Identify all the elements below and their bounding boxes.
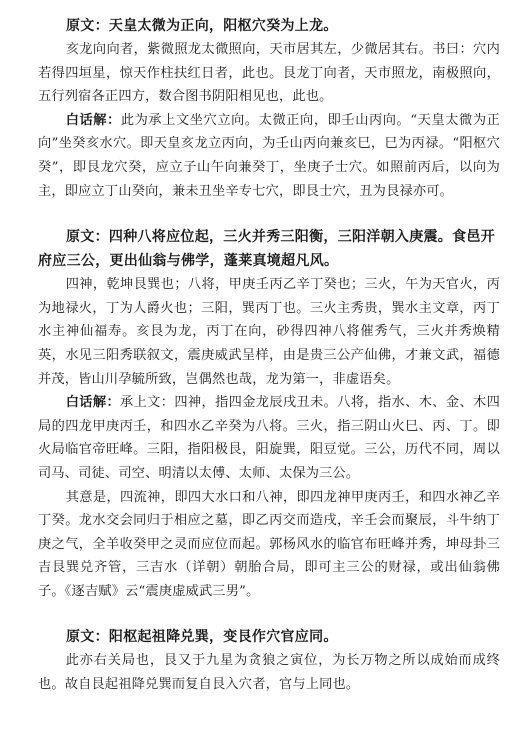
section-3-paragraph: 此亦右关局也，艮又于九星为贪狼之寅位，为长万物之所以成始而成终也。故自艮起祖降兑巽而复自艮入穴者，官与上同也。 xyxy=(38,653,500,693)
section-3-heading: 原文：阳枢起祖降兑巽，变艮作穴官应同。 xyxy=(66,629,338,646)
section-1-heading: 原文：天皇太微为正向，阳枢穴癸为上龙。 xyxy=(66,18,338,34)
section-2-extra: 其意是，四流神，即四大水口和八神，即四龙神甲庚丙壬，和四水神乙辛丁癸。龙水交会同归于相应之墓，即乙丙交而造戌，辛壬会而聚辰，斗牛纳丁庚之气，全羊收癸甲之灵而应位而起。郭杨风水的临官布旺峰并秀，坤母卦三吉艮巽兑齐管，三吉水（详朝）朝胎合局，即可主三公的财禄，或出仙翁佛子。《逐吉赋》云“震庚虚威武三男”。 xyxy=(38,489,500,599)
commentary-label: 白话解： xyxy=(65,112,121,128)
section-1-commentary xyxy=(38,109,500,203)
commentary-label: 白话解： xyxy=(65,395,121,411)
section-2-paragraph: 四神，乾坤艮巽也；八将，甲庚壬丙乙辛丁癸也；三火，午为天官火，丙为地禄火，丁为人爵火也；三阳，巽丙丁也。三火主秀贵，巽水主文章，丙丁水主神仙福寿。亥艮为龙，丙丁在向，砂得四神八将催秀气，三火并秀焕精英，水见三阳秀联叙文，震庚威武呈样，由是贵三公产仙佛，才兼文武，福德并茂，皆山川孕毓所致，岂偶然也哉，龙为第一，非虚语矣。 xyxy=(38,277,500,387)
document-page xyxy=(38,14,500,697)
commentary-text: 承上文：四神，指四金龙辰戌丑未。八将，指水、木、金、木四局的四龙甲庚丙壬，和四水乙辛癸为八将。三火，指三阴山火巳、丙、丁。即火局临官帝旺峰。三阳，指阳极艮，阳旋巽，阳豆觉。三公，历代不同，周以司马、司徒、司空、明清以太傅、太师、太保为三公。 xyxy=(38,395,500,481)
section-2-commentary xyxy=(38,391,500,485)
commentary-text: 此为承上文坐穴立向。太微正向，即壬山丙向。“天皇太微为正向”坐癸亥水穴。即天皇亥龙立丙向，为壬山丙向兼亥巳，巳为丙禄。“阳枢穴癸”，即艮龙穴癸，应立子山午向兼癸丁，坐庚子士穴。如照前丙后，以向为主，即应立丁山癸向，兼未丑坐辛专七穴，即艮士穴，丑为艮禄亦可。 xyxy=(38,112,500,199)
section-1-paragraph: 亥龙向向者，紫微照龙太微照向，天市居其左，少微居其右。书曰：穴内若得四垣星，惊天作柱扶红日者，此也。艮龙丁向者，天市照龙，南极照向，五行列宿各正四方，数合图书阴阳相见也，此也。 xyxy=(38,42,500,105)
section-2-heading: 原文：四种八将应位起，三火并秀三阳衡，三阳洋朝入庚震。食邑开府应三公，更出仙翁与佛学，蓬莱真境超凡风。 xyxy=(38,229,495,270)
